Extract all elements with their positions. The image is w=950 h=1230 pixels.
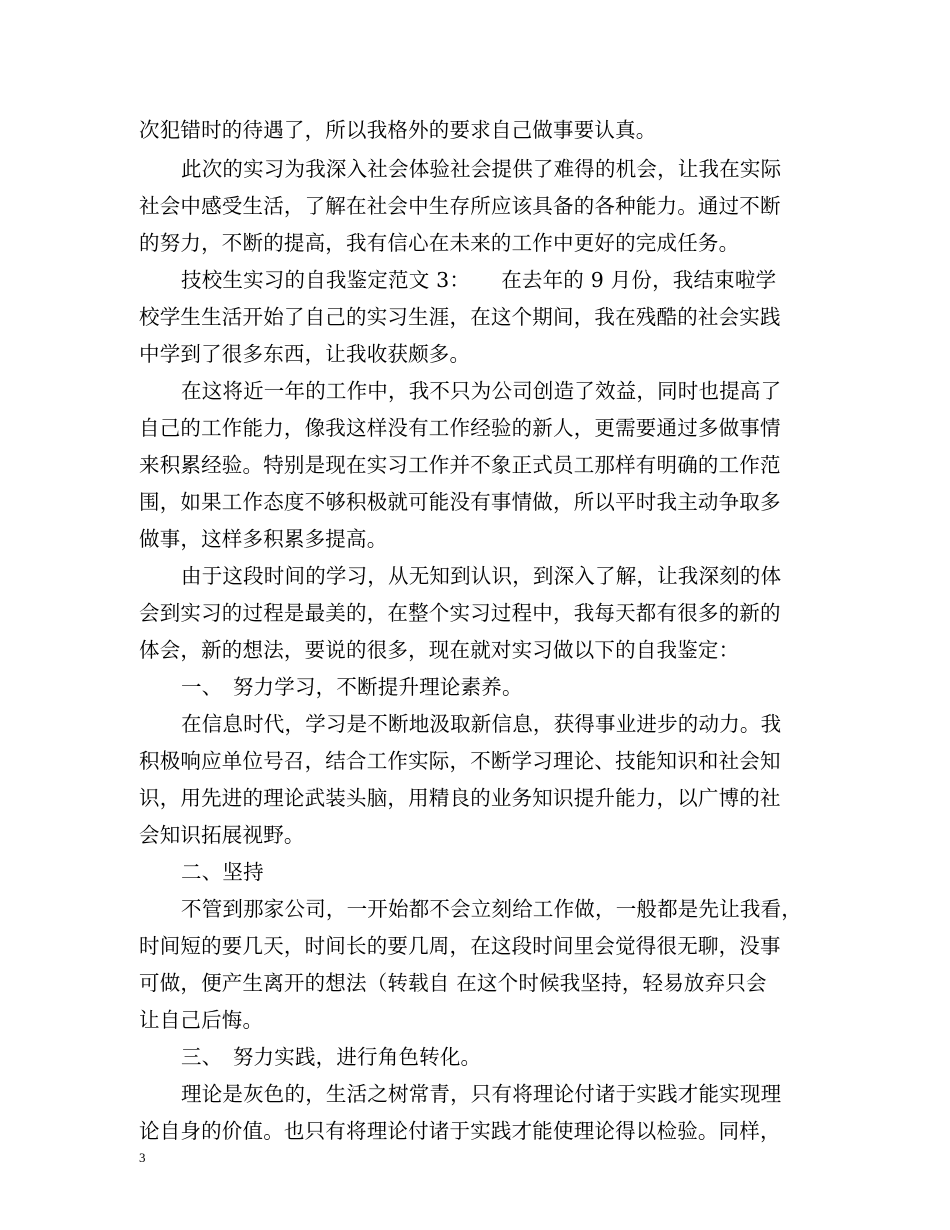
- body-line: 由于这段时间的学习，从无知到认识，到深入了解，让我深刻的体: [181, 564, 782, 588]
- body-line: 社会中感受生活，了解在社会中生存所应该具备的各种能力。通过不断: [139, 194, 781, 218]
- body-line: 会到实习的过程是最美的，在整个实习过程中，我每天都有很多的新的: [139, 601, 781, 625]
- body-line: 的努力，不断的提高，我有信心在未来的工作中更好的完成任务。: [139, 231, 740, 255]
- body-line: 会知识拓展视野。: [139, 823, 305, 847]
- body-line: 识，用先进的理论武装头脑，用精良的业务知识提升能力，以广博的社: [139, 786, 781, 810]
- body-line: 次犯错时的待遇了，所以我格外的要求自己做事要认真。: [139, 118, 657, 142]
- section-heading: 一、 努力学习，不断提升理论素养。: [181, 675, 523, 699]
- body-line: 此次的实习为我深入社会体验社会提供了难得的机会，让我在实际: [181, 157, 782, 181]
- section-heading: 三、 努力实践，进行角色转化。: [181, 1045, 482, 1069]
- body-line: 时间短的要几天，时间长的要几周，在这段时间里会觉得很无聊，没事: [139, 934, 781, 958]
- body-line: 校学生生活开始了自己的实习生涯，在这个期间，我在残酷的社会实践: [139, 305, 781, 329]
- body-line: 来积累经验。特别是现在实习工作并不象正式员工那样有明确的工作范: [139, 453, 781, 477]
- body-line: 技校生实习的自我鉴定范文 3： 在去年的 9 月份，我结束啦学: [181, 268, 777, 292]
- body-line: 中学到了很多东西，让我收获颇多。: [139, 342, 471, 366]
- body-line: 在信息时代，学习是不断地汲取新信息，获得事业进步的动力。我: [181, 712, 782, 736]
- body-line: 理论是灰色的，生活之树常青，只有将理论付诸于实践才能实现理: [181, 1082, 782, 1106]
- page-number: 3: [139, 1150, 146, 1165]
- body-line: 积极响应单位号召，结合工作实际，不断学习理论、技能知识和社会知: [139, 749, 781, 773]
- body-line: 在这将近一年的工作中，我不只为公司创造了效益，同时也提高了: [181, 379, 782, 403]
- body-line: 论自身的价值。也只有将理论付诸于实践才能使理论得以检验。同样，: [139, 1119, 781, 1143]
- body-line: 体会，新的想法，要说的很多，现在就对实习做以下的自我鉴定：: [139, 638, 740, 662]
- body-line: 让自己后悔。: [139, 1008, 264, 1032]
- body-line: 自己的工作能力，像我这样没有工作经验的新人，更需要通过多做事情: [139, 416, 781, 440]
- body-line: 围，如果工作态度不够积极就可能没有事情做，所以平时我主动争取多: [139, 490, 781, 514]
- body-line: 可做，便产生离开的想法（转载自 在这个时候我坚持，轻易放弃只会: [139, 971, 767, 995]
- body-line: 不管到那家公司，一开始都不会立刻给工作做，一般都是先让我看，: [181, 897, 802, 921]
- body-line: 做事，这样多积累多提高。: [139, 527, 388, 551]
- section-heading: 二、坚持: [181, 860, 264, 884]
